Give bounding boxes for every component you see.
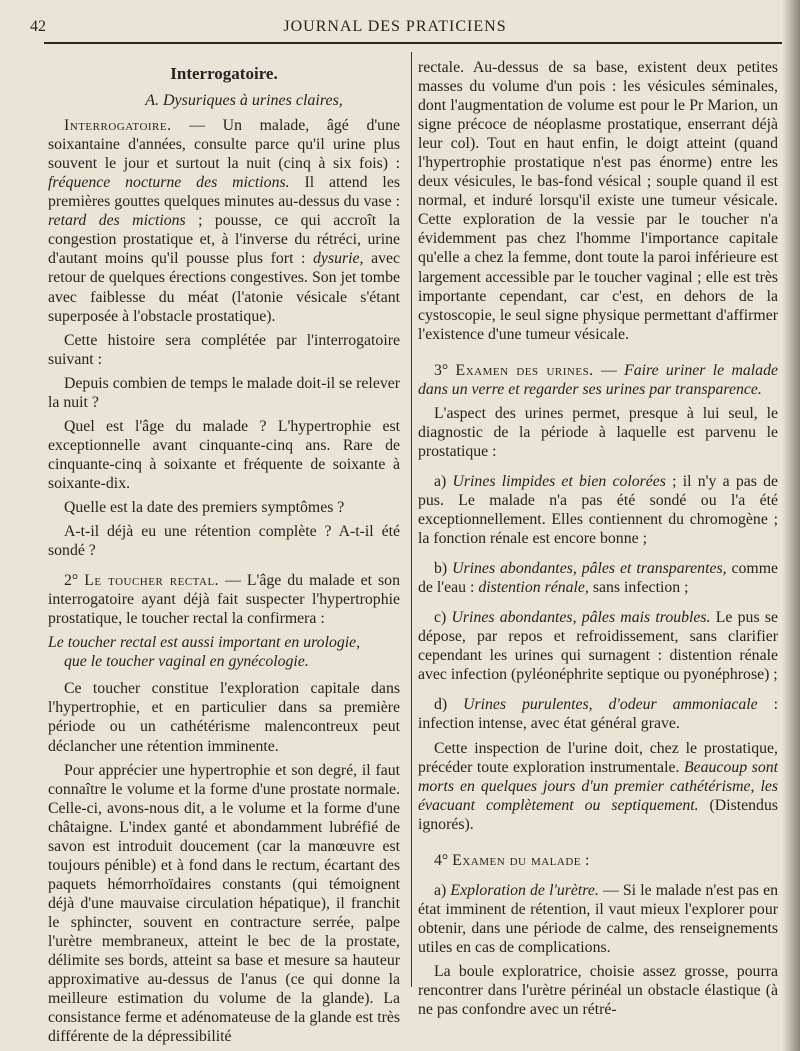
run-in-heading: Examen des urines.: [455, 361, 594, 379]
text: : infection intense, avec état général grave.: [418, 696, 779, 733]
emphasis: Beaucoup sont morts en quelques jours d'un premier cathétérisme, les évacuant complètement ou septiquement.: [418, 758, 779, 814]
list-item: [418, 608, 778, 684]
emphasis: Urines abondantes, pâles et transparentes,: [452, 560, 727, 578]
text: :: [581, 851, 590, 869]
paragraph: [48, 116, 400, 326]
section-number: 3°: [434, 361, 456, 379]
paragraph: [418, 739, 778, 834]
item-label: a): [434, 881, 451, 899]
page-edge-shadow: [782, 0, 800, 1051]
section-number: 2°: [64, 572, 85, 590]
emphasis: Urines purulentes, d'odeur ammoniacale: [463, 696, 758, 714]
paragraph: [418, 361, 778, 399]
text: Il attend les premières gouttes quelques minutes au-dessus du vase :: [48, 174, 400, 211]
text: Le pus se dépose, par repos et refroidissement, sans clarifier cependant les urines qui surnagent : distention rénale avec infection (pyléonéphrite septique ou pyonéphrose) ;: [418, 609, 778, 684]
paragraph: [418, 851, 778, 870]
run-in-heading: Interrogatoire.: [64, 117, 172, 135]
paragraph: Quel est l'âge du malade ? L'hypertrophie est exceptionnelle avant cinquante-cinq ans. Rare de cinquante-cinq à soixante et fréquente de soixante à soixante-dix.: [48, 417, 400, 492]
paragraph: Depuis combien de temps le malade doit-il se relever la nuit ?: [48, 374, 401, 411]
run-in-heading: Le toucher rectal.: [84, 572, 220, 590]
paragraph: rectale. Au-dessus de sa base, existent deux petites masses du volume d'un pois : les vésicules séminales, dont l'augmentation de volume est pour le Pr Marion, un signe précoce de néoplasme prostatique, enserrant déjà leur col). Tout en haut enfin, le doigt atteint (quand l'hypertrophie prostatique n'est pas énorme) entre les deux vésicules, le bas-fond vésical ; souple quand il est normal, et induré lorsqu'il existe une tumeur vésicale. Cette exploration de la vessie par le toucher n'a évidemment pas chez l'homme l'importance capitale qu'elle a chez la femme, dont toute la paroi inférieure est largement accessible par le toucher vaginal ; elle est très importante cependant, car c'est, en dehors de la cystoscopie, le seul signe physique permettant d'affirmer l'existence d'une tumeur vésicale.: [418, 59, 778, 343]
text: —: [593, 361, 625, 379]
emphasis: Faire uriner le malade dans un verre et regarder ses urines par transparence.: [418, 361, 778, 398]
emphasis: distention rénale,: [478, 579, 589, 597]
section-subtitle: A. Dysuriques à urines claires,: [145, 92, 343, 110]
text: ; pousse, ce qui accroît la congestion prostatique et, à l'inverse du rétréci, urine d'autant moins qu'il pousse plus fort :: [48, 212, 400, 268]
text: — L'âge du malade et son interrogatoire ayant déjà fait suspecter l'hypertrophie prostatique, le toucher rectal la confirmera :: [48, 572, 400, 628]
item-label: b): [434, 560, 453, 578]
spacer: [418, 349, 778, 361]
run-in-heading: Examen du malade: [452, 851, 581, 869]
list-item: [418, 881, 778, 957]
emphasis: Urines limpides et bien colorées: [452, 472, 666, 490]
section-number: 4°: [434, 851, 453, 869]
text: — Si le malade n'est pas en état imminent de rétention, il vaut mieux l'explorer pour obtenir, dans une période de calme, des renseignements utiles en cas de complications.: [418, 881, 778, 956]
text: ; il n'y a pas de pus. Le malade n'a pas été sondé ou l'a été exceptionnellement. Elles contiennent du chromogène ; la fonction rénale est encore bonne ;: [418, 472, 778, 548]
item-label: c): [434, 609, 452, 627]
item-label: d): [434, 696, 464, 714]
spacer: [418, 839, 778, 851]
right-column: [418, 58, 778, 1024]
text: — Un malade, âgé d'une soixantaine d'années, consulte parce qu'il urine plus souvent le jour et surtout la nuit (cinq à six fois) :: [48, 117, 400, 173]
column-divider: [411, 52, 412, 987]
text: avec retour de quelques érections congestives. Son jet tombe avec faiblesse du méat (l'atonie vésicale s'étant superposée à l'obstacle prostatique).: [48, 250, 401, 325]
emphasis: retard des mictions: [48, 212, 186, 230]
text: comme de l'eau :: [418, 560, 778, 597]
emphasis: dysurie,: [313, 250, 364, 268]
quote-line: Le toucher rectal est aussi important en urologie,: [48, 634, 361, 652]
header-rule: [44, 42, 782, 44]
paragraph: [48, 571, 400, 628]
left-column: [48, 58, 400, 1051]
section-title: Interrogatoire.: [170, 64, 278, 83]
emphasis: Exploration de l'urètre.: [450, 881, 599, 899]
paragraph: Pour apprécier une hypertrophie et son degré, il faut connaître le volume et la forme d'une prostate normale. Celle-ci, avons-nous dit, a le volume et la forme d'une châtaigne. L'index ganté et abondamment lubréfié de savon est introduit doucement (car la manœuvre est toujours pénible) et à fond dans le rectum, écartant des paquets hémorrhoïdaires constants (qui témoignent déjà d'une mauvaise circulation hépatique), il franchit le sphincter, souvent en contracture serrée, palpe l'urètre membraneux, atteint le bec de la prostate, délimite ses bords, atteint sa base et mesure sa hauteur approximative au-dessus de l'anus (ce qui donne la meilleure estimation du volume de la glande). La consistance ferme et adénomateuse de la glande est très différente de la dépressibilité: [48, 761, 400, 1046]
quote: [48, 633, 400, 671]
text: (Distendus ignorés).: [418, 796, 778, 833]
item-label: a): [434, 472, 453, 490]
text: sans infection ;: [588, 579, 689, 597]
list-item: [418, 472, 778, 548]
quote-line: que le toucher vaginal en gynécologie.: [64, 653, 309, 671]
page-header: [30, 16, 760, 42]
page-number: 42: [30, 18, 46, 35]
emphasis: Urines abondantes, pâles mais troubles.: [451, 609, 711, 627]
text: Cette inspection de l'urine doit, chez le prostatique, précéder toute exploration instrumentale.: [418, 739, 778, 776]
paragraph: Ce toucher constitue l'exploration capitale dans l'hypertrophie, et en particulier dans sa première période ou un cathétérisme malencontreux peut déclancher une rétention imminente.: [48, 680, 400, 755]
paragraph: La boule exploratrice, choisie assez grosse, pourra rencontrer dans l'urètre périnéal un obstacle élastique (à ne pas confondre avec un rétré-: [418, 962, 778, 1019]
list-item: [418, 695, 778, 733]
paragraph: Quelle est la date des premiers symptômes ?: [64, 498, 345, 516]
running-title: JOURNAL DES PRATICIENS: [283, 18, 507, 35]
paragraph: L'aspect des urines permet, presque à lui seul, le diagnostic de la période à laquelle est parvenu le prostatique :: [418, 404, 778, 460]
list-item: [418, 559, 778, 597]
paragraph: Cette histoire sera complétée par l'interrogatoire suivant :: [48, 331, 400, 368]
paragraph: A-t-il déjà eu une rétention complète ? A-t-il été sondé ?: [48, 523, 400, 560]
emphasis: fréquence nocturne des mictions.: [48, 174, 290, 192]
